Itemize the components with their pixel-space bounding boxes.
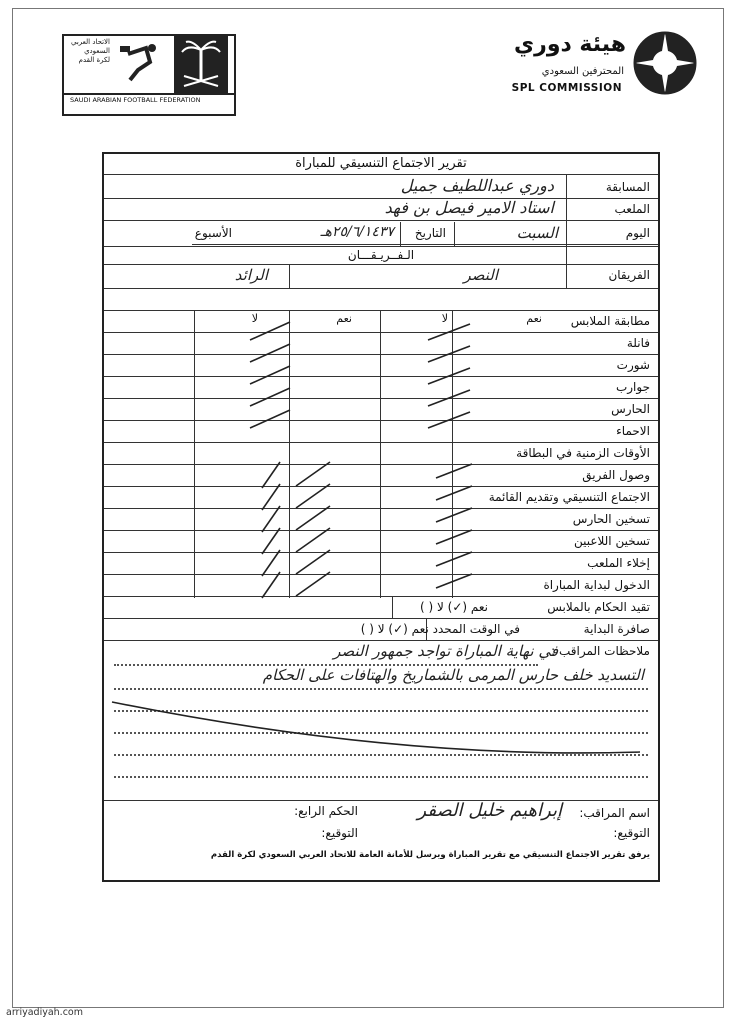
day-label: اليوم xyxy=(625,226,650,240)
notes-line-2: التسديد خلف حارس المرمى بالشماريخ والهتافات على الحكام xyxy=(262,666,644,684)
tick-mark xyxy=(436,530,472,544)
week-label: الأسبوع xyxy=(194,226,232,240)
notes-line-1: في نهاية المباراة تواجد جمهور النصر xyxy=(333,642,558,660)
source-watermark: arriyadiyah.com xyxy=(6,1007,83,1018)
tick-mark xyxy=(436,574,472,588)
tick-mark xyxy=(428,368,470,384)
tick-mark xyxy=(296,506,330,530)
strike-line xyxy=(112,702,640,753)
kit-item: فانلة xyxy=(626,336,650,350)
tick-mark xyxy=(262,550,280,576)
fourth-referee-signature-label: التوقيع: xyxy=(321,826,358,840)
kit-item: شورت xyxy=(616,358,650,372)
form-title: تقرير الاجتماع التنسيقي للمباراة xyxy=(295,156,467,171)
tick-mark xyxy=(428,324,470,340)
whistle-options: في الوقت المحدد نعم (✓) لا ( ) xyxy=(360,622,520,636)
spl-name-en: SPL COMMISSION xyxy=(511,82,622,94)
times-label: الأوقات الزمنية في البطاقة xyxy=(516,446,650,460)
teams-heading: الـفــريـقـــان xyxy=(347,248,415,262)
federation-name-en: SAUDI ARABIAN FOOTBALL FEDERATION xyxy=(64,93,234,114)
observer-signature-label: التوقيع: xyxy=(613,826,650,840)
tick-mark xyxy=(250,322,290,340)
observer-value: إبراهيم خليل الصقر xyxy=(417,800,562,821)
attachment-note: يرفق تقرير الاجتماع التنسيقي مع تقرير المباراة ويرسل للأمانة العامة للاتحاد العربي السعودي لكرة القدم xyxy=(210,850,650,860)
day-value: السبت xyxy=(516,224,558,242)
kit-yes-2: نعم xyxy=(336,312,352,325)
federation-name-ar: الاتحاد العربي السعودي لكرة القدم xyxy=(71,38,110,64)
competition-label: المسابقة xyxy=(605,180,650,194)
kit-no-2: لا xyxy=(251,312,258,325)
time-item: وصول الفريق xyxy=(582,468,650,482)
referees-label: تقيد الحكام بالملابس xyxy=(547,600,650,614)
spl-name-ar-sub: المحترفين السعودي xyxy=(541,66,624,77)
tick-mark xyxy=(250,344,290,362)
kit-item: الاحماء xyxy=(616,424,650,438)
tick-mark xyxy=(262,484,280,510)
stadium-value: استاد الامير فيصل بن فهد xyxy=(384,198,554,217)
spl-name-ar: هيئة دوري xyxy=(513,32,626,57)
time-item: تسخين الحارس xyxy=(572,512,650,526)
time-item: الدخول لبداية المباراة xyxy=(543,578,650,592)
date-value: ٢٥/٦/١٤٣٧هـ xyxy=(320,224,394,240)
kit-no-1: لا xyxy=(441,312,448,325)
team-1-value: النصر xyxy=(463,266,498,284)
tick-mark xyxy=(436,464,472,478)
tick-mark xyxy=(296,462,330,486)
fourth-referee-label: الحكم الرابع: xyxy=(294,804,358,818)
whistle-label: صافرة البداية xyxy=(583,622,650,636)
notes-label: ملاحظات المراقب : xyxy=(551,644,650,658)
tick-mark xyxy=(296,572,330,596)
referees-options: نعم (✓) لا ( ) xyxy=(420,600,488,614)
kit-item: جوارب xyxy=(615,380,650,394)
time-item: إخلاء الملعب xyxy=(587,556,650,570)
tick-mark xyxy=(250,410,290,428)
tick-mark xyxy=(428,412,470,428)
tick-mark xyxy=(250,366,290,384)
tick-mark xyxy=(262,462,280,488)
team-2-value: الرائد xyxy=(234,266,268,284)
tick-mark xyxy=(262,506,280,532)
date-label: التاريخ xyxy=(414,226,446,240)
tick-mark xyxy=(296,528,330,552)
tick-mark xyxy=(436,486,472,500)
tick-mark xyxy=(296,550,330,574)
kit-label: مطابقة الملابس xyxy=(570,314,650,328)
tick-mark xyxy=(428,346,470,362)
tick-mark xyxy=(250,388,290,406)
tick-mark xyxy=(428,390,470,406)
teams-label: الفريقان xyxy=(608,268,650,282)
competition-value: دوري عبداللطيف جميل xyxy=(400,176,554,195)
stadium-label: الملعب xyxy=(614,202,650,216)
tick-mark xyxy=(262,528,280,554)
tick-mark xyxy=(296,484,330,508)
tick-mark xyxy=(436,508,472,522)
time-item: تسخين اللاعبين xyxy=(573,534,650,548)
observer-label: اسم المراقب: xyxy=(579,806,650,820)
tick-mark xyxy=(436,552,472,566)
time-item: الاجتماع التنسيقي وتقديم القائمة xyxy=(488,490,650,504)
tick-mark xyxy=(262,572,280,598)
kit-item: الحارس xyxy=(611,402,650,416)
kit-yes-1: نعم xyxy=(526,312,542,325)
